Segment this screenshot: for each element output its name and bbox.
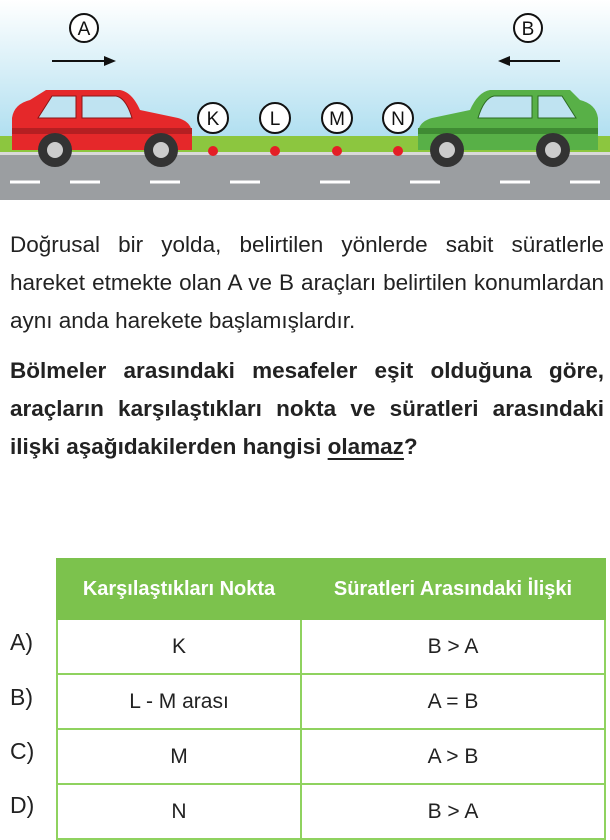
car-a-letter: A (77, 19, 91, 40)
point-label-k (198, 103, 228, 133)
point-letter: L (269, 109, 281, 130)
question-emphasis: olamaz (327, 434, 404, 459)
option-point: M (57, 729, 301, 784)
header-point: Karşılaştıkları Nokta (57, 559, 301, 619)
point-dot-n (393, 146, 403, 156)
option-label-d[interactable]: D) (10, 792, 35, 818)
car-b-label (514, 14, 542, 42)
table-header-row (57, 559, 605, 619)
option-point: K (57, 619, 301, 674)
point-label-l (260, 103, 290, 133)
option-relation: B > A (301, 784, 605, 839)
point-letter: M (329, 109, 345, 130)
header-relation: Süratleri Arasındaki İlişki (301, 559, 605, 619)
option-row-b[interactable] (57, 674, 605, 729)
option-relation: A = B (301, 674, 605, 729)
option-point: N (57, 784, 301, 839)
question-main: Bölmeler arasındaki mesafeler eşit olduğuna göre, araçların karşılaştıkları nokta ve süratleri arasındaki ilişki aşağıdakilerden hangisi (10, 358, 604, 459)
answer-table (56, 558, 606, 840)
option-row-a[interactable] (57, 619, 605, 674)
option-label-c[interactable]: C) (10, 738, 35, 764)
point-dot-k (208, 146, 218, 156)
point-dot-l (270, 146, 280, 156)
point-letter: K (206, 109, 220, 130)
option-row-c[interactable] (57, 729, 605, 784)
car-a-label (70, 14, 98, 42)
road-scene (0, 0, 610, 210)
point-letter: N (391, 109, 405, 130)
option-row-d[interactable] (57, 784, 605, 839)
road (0, 152, 610, 200)
intro-paragraph: Doğrusal bir yolda, belirtilen yönlerde sabit süratlerle hareket etmekte olan A ve B araçları belirtilen konumlardan aynı anda harekete başlamışlardır. (10, 232, 604, 333)
option-relation: B > A (301, 619, 605, 674)
option-label-b[interactable]: B) (10, 684, 33, 710)
point-dot-m (332, 146, 342, 156)
point-label-n (383, 103, 413, 133)
point-label-m (322, 103, 352, 133)
option-label-a[interactable]: A) (10, 629, 33, 655)
car-b-letter: B (521, 19, 535, 40)
option-point: L - M arası (57, 674, 301, 729)
question-text (10, 352, 604, 466)
option-relation: A > B (301, 729, 605, 784)
question-end: ? (403, 434, 418, 459)
